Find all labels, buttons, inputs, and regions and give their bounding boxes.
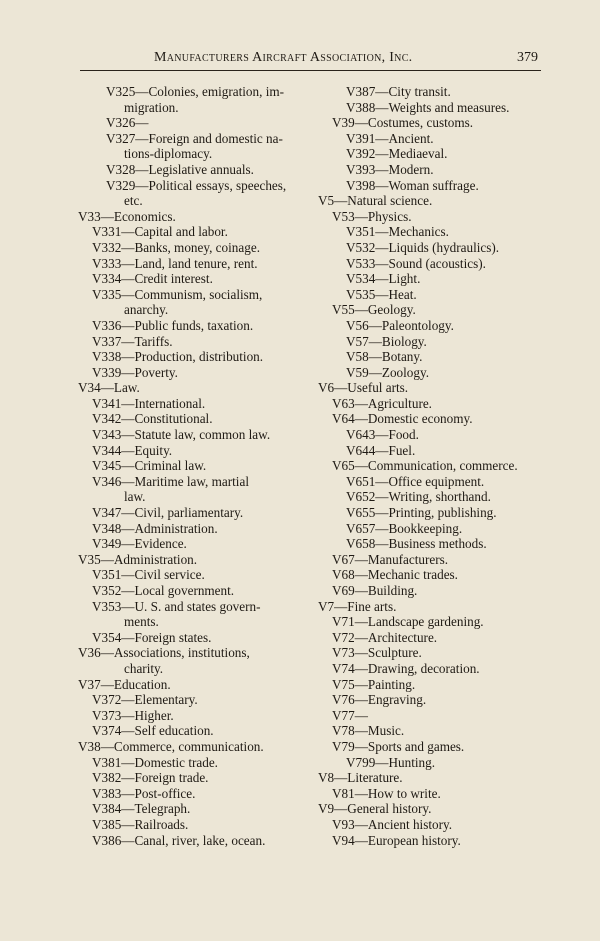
- header-rule: [80, 70, 541, 71]
- index-entry: [78, 458, 296, 474]
- index-entry-text: V351—Civil service.: [92, 567, 205, 583]
- index-entry: [78, 224, 296, 240]
- index-entry-text: V374—Self education.: [92, 723, 214, 739]
- index-entry: [318, 84, 546, 100]
- index-entry-text: law.: [124, 489, 146, 505]
- index-entry: [318, 224, 546, 240]
- index-entry-text: V373—Higher.: [92, 707, 174, 723]
- index-entry: [78, 583, 296, 599]
- index-entry-text: V329—Political essays, speeches,: [106, 177, 287, 193]
- index-entry-text: V387—City transit.: [346, 84, 451, 99]
- index-entry: [78, 817, 296, 833]
- index-entry-continuation: [78, 193, 296, 209]
- index-entry-text: V533—Sound (acoustics).: [346, 255, 486, 271]
- right-column: [318, 84, 546, 848]
- index-entry: [318, 536, 546, 552]
- index-entry-text: V333—Land, land tenure, rent.: [92, 255, 258, 271]
- index-entry: [318, 817, 546, 833]
- index-entry-text: V65—Communication, commerce.: [332, 458, 518, 474]
- index-entry-text: tions-diplomacy.: [124, 146, 213, 162]
- index-entry: [78, 396, 296, 412]
- index-entry-text: V348—Administration.: [92, 520, 218, 536]
- index-entry: [318, 302, 546, 318]
- index-entry-continuation: [78, 489, 296, 505]
- index-entry: [318, 349, 546, 365]
- index-entry-text: V655—Printing, publishing.: [346, 505, 497, 521]
- index-entry: [318, 178, 546, 194]
- index-entry-text: V55—Geology.: [332, 302, 416, 318]
- index-entry-text: V352—Local government.: [92, 583, 235, 598]
- index-entry-text: V328—Legislative annuals.: [106, 161, 254, 177]
- index-entry: [78, 178, 296, 194]
- index-entry-text: V58—Botany.: [346, 349, 423, 365]
- index-entry-text: V643—Food.: [346, 427, 419, 443]
- index-entry-text: V393—Modern.: [346, 161, 434, 177]
- index-entry: [318, 723, 546, 739]
- index-entry: [318, 583, 546, 599]
- index-entry: [318, 256, 546, 272]
- index-entry: [318, 458, 546, 474]
- page-header: [80, 48, 542, 68]
- index-entry: [78, 567, 296, 583]
- index-entry-text: V37—Education.: [78, 676, 171, 692]
- index-entry-text: V346—Maritime law, martial: [92, 473, 249, 489]
- index-entry: [78, 443, 296, 459]
- index-entry-continuation: [78, 661, 296, 677]
- index-entry: [318, 521, 546, 537]
- index-entry-text: V342—Constitutional.: [92, 411, 213, 427]
- index-entry: [318, 833, 546, 849]
- index-entry: [78, 770, 296, 786]
- index-entry: [318, 489, 546, 505]
- index-entry-text: V59—Zoology.: [346, 364, 430, 380]
- index-entry-text: V343—Statute law, common law.: [92, 427, 271, 443]
- index-entry-text: V75—Painting.: [332, 676, 416, 692]
- index-entry-text: anarchy.: [124, 302, 169, 318]
- index-entry: [318, 193, 546, 209]
- index-entry-text: V339—Poverty.: [92, 364, 178, 380]
- index-entry: [78, 505, 296, 521]
- index-entry: [78, 115, 296, 131]
- index-entry-text: V532—Liquids (hydraulics).: [346, 239, 500, 255]
- index-entry-text: V657—Bookkeeping.: [346, 520, 463, 536]
- index-entry: [78, 240, 296, 256]
- index-entry: [78, 209, 296, 225]
- index-entry-text: V347—Civil, parliamentary.: [92, 505, 244, 521]
- index-entry-text: V67—Manufacturers.: [332, 551, 449, 567]
- index-entry: [78, 599, 296, 615]
- index-entry-text: V93—Ancient history.: [332, 816, 453, 832]
- index-entry: [318, 427, 546, 443]
- index-entry-text: V73—Sculpture.: [332, 645, 422, 661]
- index-entry: [78, 380, 296, 396]
- index-entry: [318, 411, 546, 427]
- index-entry: [78, 349, 296, 365]
- index-entry-text: V69—Building.: [332, 583, 418, 598]
- index-entry: [318, 287, 546, 303]
- index-entry: [318, 271, 546, 287]
- index-entry: [78, 552, 296, 568]
- index-entry-text: V385—Railroads.: [92, 816, 189, 832]
- index-entry: [318, 443, 546, 459]
- index-entry-continuation: [78, 100, 296, 116]
- index-entry-text: V392—Mediaeval.: [346, 146, 448, 162]
- index-entry: [78, 271, 296, 287]
- index-entry-text: V338—Production, distribution.: [92, 349, 264, 365]
- index-entry-text: V341—International.: [92, 395, 206, 411]
- index-entry: [78, 739, 296, 755]
- index-entry: [78, 427, 296, 443]
- index-entry: [78, 786, 296, 802]
- index-entry: [78, 677, 296, 693]
- index-entry-text: V38—Commerce, communication.: [78, 738, 264, 754]
- index-entry: [78, 630, 296, 646]
- index-entry: [318, 131, 546, 147]
- running-title: Manufacturers Aircraft Association, Inc.: [154, 50, 413, 65]
- index-entry-text: V74—Drawing, decoration.: [332, 660, 480, 676]
- index-entry: [78, 411, 296, 427]
- index-entry: [318, 552, 546, 568]
- index-entry: [318, 334, 546, 350]
- index-entry: [78, 334, 296, 350]
- index-entry: [318, 365, 546, 381]
- index-entry: [318, 692, 546, 708]
- index-entry-text: charity.: [124, 660, 164, 676]
- index-entry-text: V72—Architecture.: [332, 629, 438, 645]
- index-entry: [78, 692, 296, 708]
- index-entry-text: V63—Agriculture.: [332, 395, 432, 411]
- index-entry: [78, 521, 296, 537]
- index-entry-text: V336—Public funds, taxation.: [92, 317, 254, 333]
- index-entry-text: V71—Landscape gardening.: [332, 614, 484, 630]
- index-entry: [318, 505, 546, 521]
- index-entry-text: V644—Fuel.: [346, 442, 416, 458]
- index-entry-text: V36—Associations, institutions,: [78, 645, 250, 661]
- index-entry-text: V382—Foreign trade.: [92, 770, 209, 786]
- index-entry: [78, 84, 296, 100]
- index-entry-text: V349—Evidence.: [92, 536, 187, 552]
- index-entry-text: V7—Fine arts.: [318, 598, 397, 614]
- index-entry-text: V68—Mechanic trades.: [332, 567, 458, 583]
- index-entry: [318, 567, 546, 583]
- index-entry: [318, 801, 546, 817]
- index-entry-text: V354—Foreign states.: [92, 629, 212, 645]
- index-entry-text: V34—Law.: [78, 380, 140, 396]
- index-entry-text: V39—Costumes, customs.: [332, 115, 474, 131]
- index-entry: [78, 287, 296, 303]
- index-entry-text: V534—Light.: [346, 271, 421, 287]
- index-entry-text: V35—Administration.: [78, 551, 198, 567]
- index-entry-text: V81—How to write.: [332, 785, 441, 801]
- index-entry-text: V391—Ancient.: [346, 130, 434, 146]
- index-entry: [318, 770, 546, 786]
- index-entry: [318, 209, 546, 225]
- index-entry: [78, 318, 296, 334]
- index-entry: [78, 162, 296, 178]
- index-entry-text: V351—Mechanics.: [346, 224, 449, 240]
- index-entry-text: V381—Domestic trade.: [92, 754, 218, 770]
- index-entry-text: V325—Colonies, emigration, im-: [106, 84, 285, 99]
- index-entry-text: V6—Useful arts.: [318, 380, 409, 396]
- index-entry-text: V388—Weights and measures.: [346, 99, 510, 115]
- index-entry: [78, 833, 296, 849]
- index-entry: [78, 365, 296, 381]
- index-entry-text: V327—Foreign and domestic na-: [106, 130, 283, 146]
- index-entry-text: V334—Credit interest.: [92, 271, 213, 287]
- index-entry-text: V331—Capital and labor.: [92, 224, 228, 240]
- index-entry-text: V353—U. S. and states govern-: [92, 598, 261, 614]
- index-entry: [318, 677, 546, 693]
- index-entry: [318, 614, 546, 630]
- index-entry: [318, 146, 546, 162]
- index-entry-text: V76—Engraving.: [332, 692, 427, 708]
- index-entry-text: V332—Banks, money, coinage.: [92, 239, 260, 255]
- index-entry: [78, 474, 296, 490]
- index-entry-text: V57—Biology.: [346, 333, 427, 349]
- index-entry-text: V326—: [106, 115, 149, 131]
- index-entry-text: V383—Post-office.: [92, 785, 196, 801]
- index-entry: [318, 630, 546, 646]
- left-column: [78, 84, 296, 848]
- index-entry: [318, 645, 546, 661]
- index-entry-text: V345—Criminal law.: [92, 458, 207, 474]
- index-entry-text: V5—Natural science.: [318, 193, 433, 209]
- index-entry: [318, 661, 546, 677]
- index-entry: [318, 100, 546, 116]
- index-entry: [318, 318, 546, 334]
- index-entry: [78, 723, 296, 739]
- index-entry: [318, 599, 546, 615]
- index-entry-text: V335—Communism, socialism,: [92, 286, 263, 302]
- index-entry: [318, 115, 546, 131]
- index-entry-text: V79—Sports and games.: [332, 738, 465, 754]
- index-entry-text: migration.: [124, 99, 179, 115]
- index-entry-text: V344—Equity.: [92, 442, 173, 458]
- index-entry: [318, 739, 546, 755]
- index-entry-text: V8—Literature.: [318, 770, 403, 786]
- index-entry: [78, 536, 296, 552]
- index-entry: [78, 256, 296, 272]
- index-entry: [78, 645, 296, 661]
- index-entry: [318, 380, 546, 396]
- index-entry-text: V799—Hunting.: [346, 754, 436, 770]
- index-entry-text: V535—Heat.: [346, 286, 417, 302]
- index-entry-continuation: [78, 302, 296, 318]
- index-entry: [318, 708, 546, 724]
- index-entry: [318, 162, 546, 178]
- index-entry-continuation: [78, 614, 296, 630]
- index-entry-text: V651—Office equipment.: [346, 473, 485, 489]
- index-entry-text: V94—European history.: [332, 832, 461, 848]
- index-entry-text: V337—Tariffs.: [92, 333, 173, 349]
- index-entry: [318, 755, 546, 771]
- index-entry-text: V33—Economics.: [78, 208, 176, 224]
- index-entry-text: V372—Elementary.: [92, 692, 198, 708]
- index-entry-text: V398—Woman suffrage.: [346, 177, 479, 193]
- index-entry: [78, 755, 296, 771]
- index-entry-text: V53—Physics.: [332, 208, 412, 224]
- index-entry: [318, 240, 546, 256]
- index-entry-text: V384—Telegraph.: [92, 801, 191, 817]
- index-entry: [78, 131, 296, 147]
- index-entry-text: etc.: [124, 193, 143, 209]
- index-entry-text: V78—Music.: [332, 723, 405, 739]
- index-entry-text: V56—Paleontology.: [346, 317, 454, 333]
- index-entry-text: V652—Writing, shorthand.: [346, 489, 491, 505]
- index-entry-text: V386—Canal, river, lake, ocean.: [92, 832, 266, 848]
- index-entry-text: V658—Business methods.: [346, 536, 487, 552]
- index-entry-continuation: [78, 146, 296, 162]
- index-entry: [318, 786, 546, 802]
- index-entry-text: V77—: [332, 707, 368, 723]
- index-entry: [318, 396, 546, 412]
- index-entry-text: V64—Domestic economy.: [332, 411, 473, 427]
- index-entry-text: ments.: [124, 614, 159, 630]
- index-entry-text: V9—General history.: [318, 801, 432, 817]
- page-number: 379: [517, 50, 538, 65]
- index-entry: [78, 801, 296, 817]
- index-entry: [78, 708, 296, 724]
- index-entry: [318, 474, 546, 490]
